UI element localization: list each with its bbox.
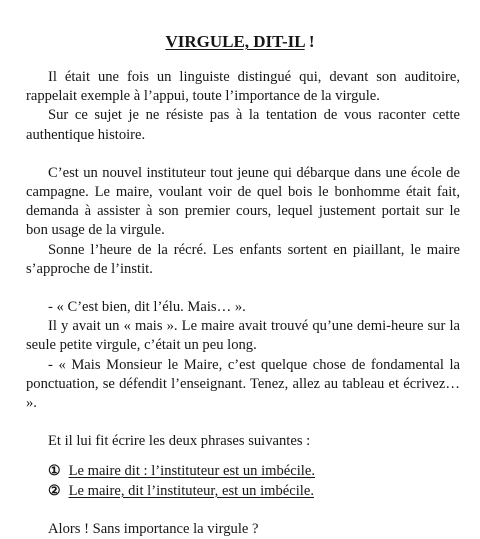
paragraph-gap (26, 145, 460, 164)
paragraph-gap (26, 501, 460, 520)
circled-one-marker: ① (48, 464, 61, 480)
paragraph-3: C’est un nouvel instituteur tout jeune qui débarque dans une école de campagne. Le maire, voulant voir de quel bois le bonhomme était fait, demanda à assister à son premier cours, lequel justement portait sur le bon usage de la virgule. (26, 164, 460, 239)
paragraph-4: Sonne l’heure de la récré. Les enfants sortent en piaillant, le maire s’approche de l’instit. (26, 241, 460, 277)
title-suffix: ! (304, 32, 315, 51)
paragraph-gap (26, 279, 460, 298)
paragraph-gap (26, 413, 460, 432)
title-text: VIRGULE, DIT-IL (165, 32, 305, 51)
page-title (0, 32, 480, 52)
paragraph-1: Il était une fois un linguiste distingué qui, devant son auditoire, rappelait exemple à l’appui, toute l’importance de la virgule. (26, 69, 460, 105)
phrase-2 (26, 482, 460, 501)
phrase-1 (26, 462, 460, 481)
paragraph-5: - « C’est bien, dit l’élu. Mais… ». (48, 299, 246, 316)
paragraph-8: Et il lui fit écrire les deux phrases suivantes : (48, 433, 311, 450)
phrase-1-text: Le maire dit : l’instituteur est un imbécile. (68, 463, 315, 480)
paragraph-9: Alors ! Sans importance la virgule ? (48, 520, 259, 537)
phrase-2-text: Le maire, dit l’instituteur, est un imbécile. (68, 482, 314, 499)
story-body (26, 68, 460, 539)
paragraph-6: Il y avait un « mais ». Le maire avait trouvé qu’une demi-heure sur la seule petite virgule, c’était un peu long. (26, 318, 460, 354)
circled-two-marker: ② (48, 483, 61, 499)
paragraph-gap (26, 451, 460, 462)
paragraph-7: - « Mais Monsieur le Maire, c’est quelque chose de fondamental la ponctuation, se défendit l’enseignant. Tenez, allez au tableau et écrivez… ». (26, 356, 460, 412)
paragraph-2: Sur ce sujet je ne résiste pas à la tentation de vous raconter cette authentique histoire. (26, 107, 460, 143)
